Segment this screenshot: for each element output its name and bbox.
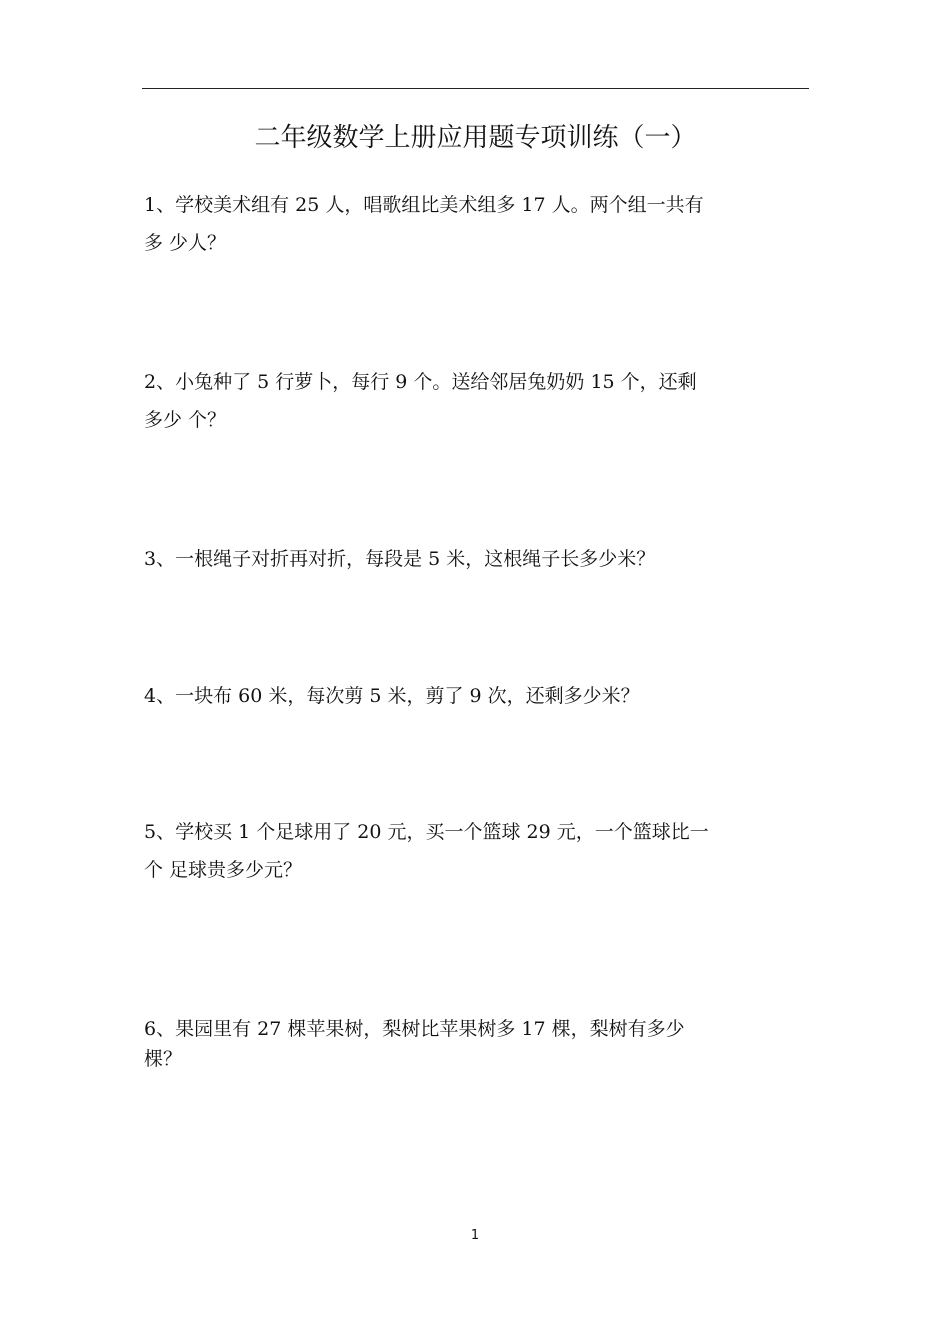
problem-3 <box>144 540 819 578</box>
problem-2 <box>144 363 819 439</box>
problem-6-line-1: 6、果园里有 27 棵苹果树，梨树比苹果树多 17 棵，梨树有多少 <box>144 1018 685 1040</box>
problem-6 <box>144 1014 819 1074</box>
problem-5-line-2: 个 足球贵多少元？ <box>144 859 303 881</box>
problem-4-line-1: 4、一块布 60 米，每次剪 5 米，剪了 9 次，还剩多少米？ <box>144 685 640 707</box>
problem-6-line-2: 棵？ <box>144 1048 183 1070</box>
header-rule <box>142 88 809 89</box>
problem-1 <box>144 186 819 262</box>
problem-3-line-1: 3、一根绳子对折再对折，每段是 5 米，这根绳子长多少米？ <box>144 548 656 570</box>
problem-4 <box>144 677 819 715</box>
problem-2-line-2: 多少 个？ <box>144 409 227 431</box>
page-title: 二年级数学上册应用题专项训练（一） <box>254 123 697 153</box>
problem-5 <box>144 813 819 889</box>
problem-2-line-1: 2、小兔种了 5 行萝卜，每行 9 个。送给邻居兔奶奶 15 个，还剩 <box>144 371 697 393</box>
page-number: 1 <box>470 1228 480 1243</box>
problem-1-line-2: 多 少人？ <box>144 232 227 254</box>
problem-5-line-1: 5、学校买 1 个足球用了 20 元，买一个篮球 29 元，一个篮球比一 <box>144 821 709 843</box>
problem-1-line-1: 1、学校美术组有 25 人，唱歌组比美术组多 17 人。两个组一共有 <box>144 194 704 216</box>
